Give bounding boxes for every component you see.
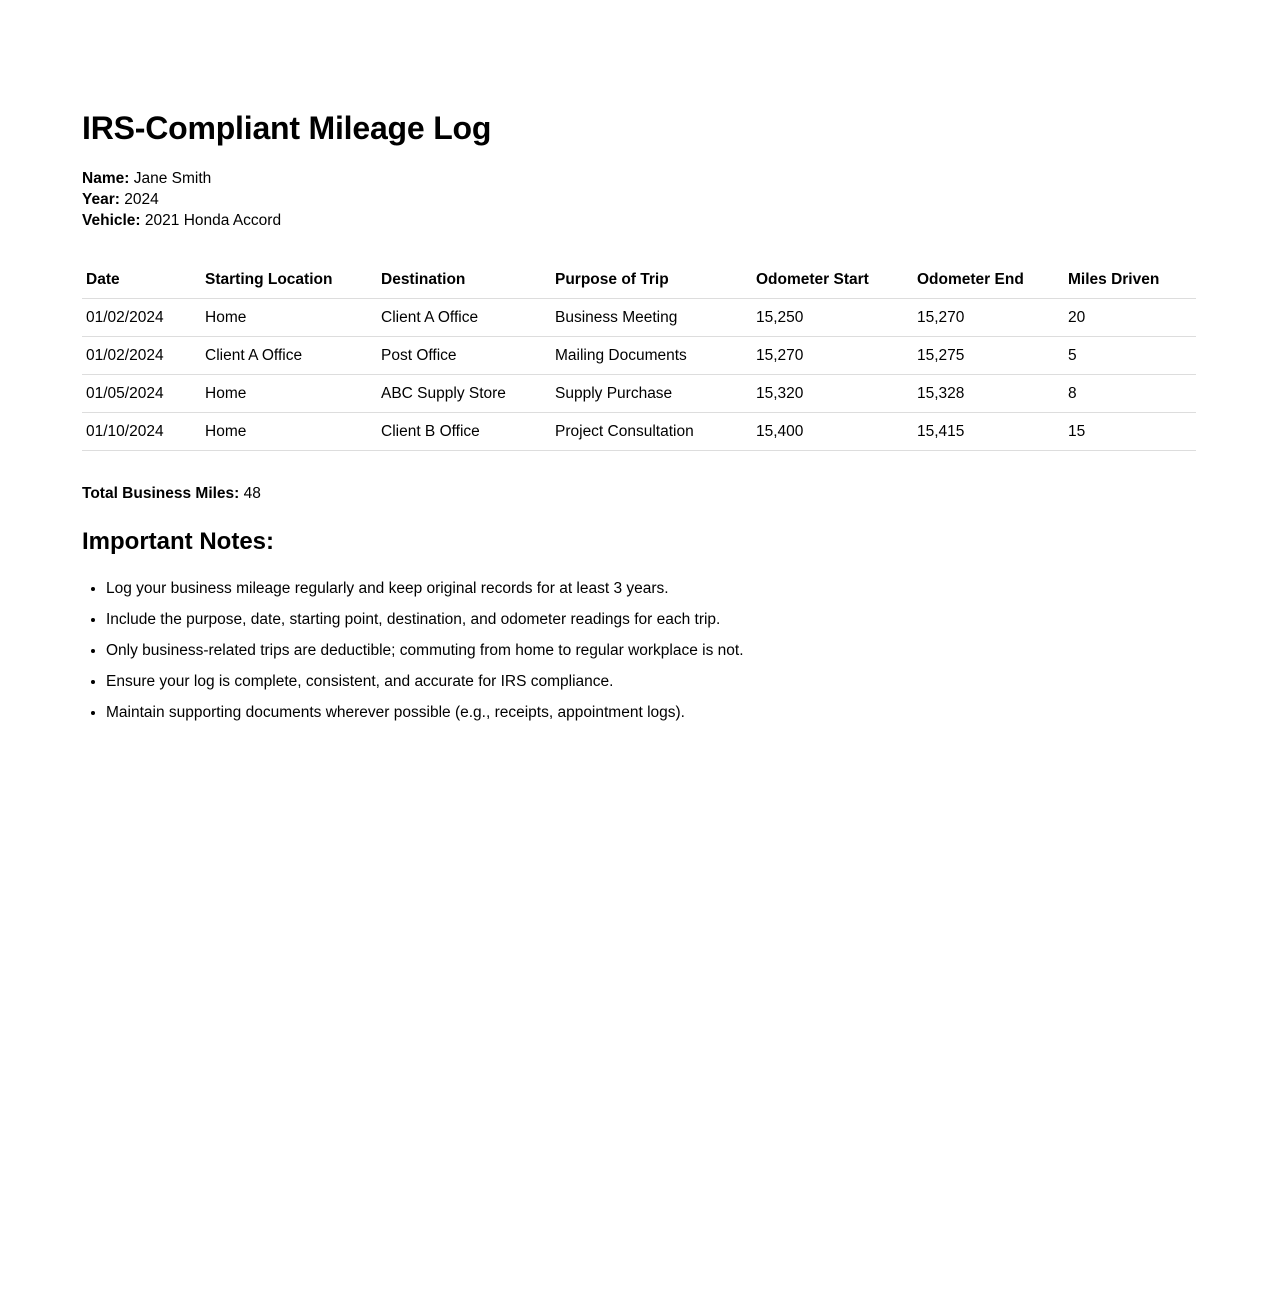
table-row: [82, 299, 1196, 337]
year-line: [82, 189, 1196, 210]
table-header-row: [82, 261, 1196, 299]
cell-destination: Client A Office: [377, 299, 551, 337]
year-label: Year:: [82, 191, 120, 208]
cell-odometer-end: 15,270: [913, 299, 1064, 337]
cell-miles-driven: 15: [1064, 413, 1196, 451]
vehicle-value: 2021 Honda Accord: [144, 212, 282, 229]
cell-starting-location: Home: [201, 299, 377, 337]
cell-purpose: Supply Purchase: [551, 375, 752, 413]
cell-destination: ABC Supply Store: [377, 375, 551, 413]
vehicle-line: [82, 210, 1196, 231]
list-item: • Include the purpose, date, starting point, destination, and odometer readings for each trip.: [106, 610, 1196, 630]
cell-miles-driven: 8: [1064, 375, 1196, 413]
mileage-table: [82, 261, 1196, 451]
cell-odometer-start: 15,270: [752, 337, 913, 375]
name-line: [82, 168, 1196, 189]
cell-odometer-start: 15,400: [752, 413, 913, 451]
cell-date: 01/02/2024: [82, 337, 201, 375]
cell-odometer-start: 15,250: [752, 299, 913, 337]
table-row: [82, 337, 1196, 375]
table-row: [82, 413, 1196, 451]
header-purpose: Purpose of Trip: [551, 261, 752, 299]
cell-destination: Post Office: [377, 337, 551, 375]
cell-odometer-start: 15,320: [752, 375, 913, 413]
header-destination: Destination: [377, 261, 551, 299]
log-metadata: [82, 168, 1196, 231]
cell-date: 01/10/2024: [82, 413, 201, 451]
cell-miles-driven: 5: [1064, 337, 1196, 375]
cell-starting-location: Home: [201, 375, 377, 413]
list-item: • Ensure your log is complete, consistent, and accurate for IRS compliance.: [106, 672, 1196, 692]
list-item: • Log your business mileage regularly and keep original records for at least 3 years.: [106, 579, 1196, 599]
header-starting-location: Starting Location: [201, 261, 377, 299]
cell-odometer-end: 15,328: [913, 375, 1064, 413]
cell-purpose: Business Meeting: [551, 299, 752, 337]
cell-starting-location: Client A Office: [201, 337, 377, 375]
total-value: 48: [243, 485, 261, 502]
cell-starting-location: Home: [201, 413, 377, 451]
page-title: IRS-Compliant Mileage Log: [82, 110, 492, 146]
total-business-miles: [82, 485, 1196, 503]
cell-purpose: Project Consultation: [551, 413, 752, 451]
list-item: • Only business-related trips are deductible; commuting from home to regular workplace is not.: [106, 641, 1196, 661]
header-date: Date: [82, 261, 201, 299]
header-odometer-end: Odometer End: [913, 261, 1064, 299]
cell-miles-driven: 20: [1064, 299, 1196, 337]
name-value: Jane Smith: [133, 170, 212, 187]
notes-list: [82, 579, 1196, 723]
cell-destination: Client B Office: [377, 413, 551, 451]
header-odometer-start: Odometer Start: [752, 261, 913, 299]
header-miles-driven: Miles Driven: [1064, 261, 1196, 299]
cell-purpose: Mailing Documents: [551, 337, 752, 375]
year-value: 2024: [124, 191, 159, 208]
cell-date: 01/05/2024: [82, 375, 201, 413]
cell-date: 01/02/2024: [82, 299, 201, 337]
name-label: Name:: [82, 170, 130, 187]
cell-odometer-end: 15,415: [913, 413, 1064, 451]
notes-heading: Important Notes:: [82, 528, 274, 555]
list-item: • Maintain supporting documents wherever possible (e.g., receipts, appointment logs).: [106, 703, 1196, 723]
cell-odometer-end: 15,275: [913, 337, 1064, 375]
table-row: [82, 375, 1196, 413]
vehicle-label: Vehicle:: [82, 212, 141, 229]
total-label: Total Business Miles:: [82, 485, 240, 502]
